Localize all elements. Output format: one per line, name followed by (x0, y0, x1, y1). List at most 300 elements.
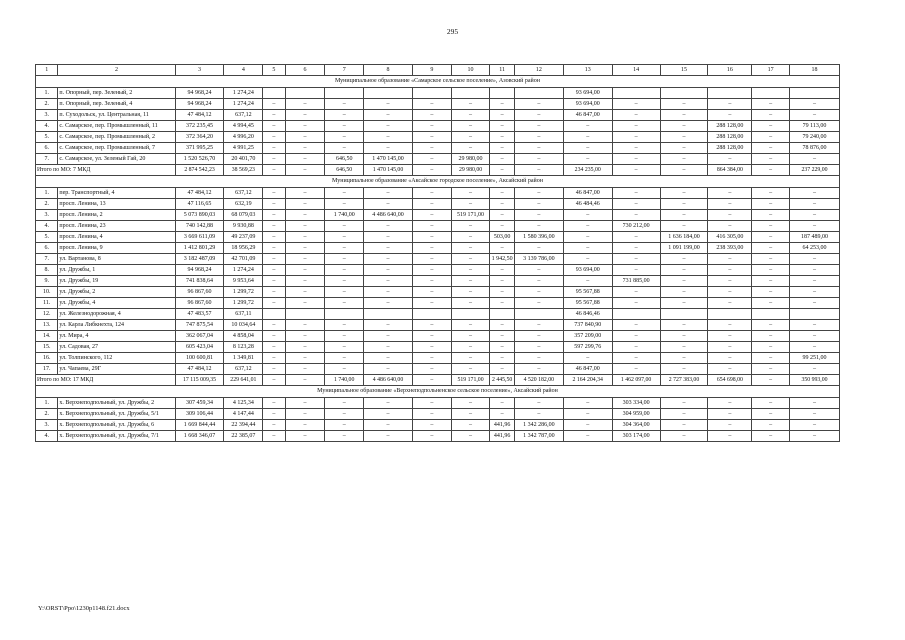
value-cell: – (490, 199, 514, 210)
value-cell: 46 846,46 (563, 309, 612, 320)
total-label: Итого по МО: 17 МКД (36, 375, 176, 386)
value-cell: – (263, 298, 285, 309)
value-cell: 79 240,00 (789, 132, 839, 143)
value-cell: – (514, 199, 563, 210)
value-cell: – (490, 154, 514, 165)
value-cell: – (660, 199, 708, 210)
value-cell: 42 701,09 (224, 254, 263, 265)
column-number-cell: 9 (412, 65, 451, 76)
value-cell: – (263, 143, 285, 154)
address-cell: ул. Железнодорожная, 4 (58, 309, 175, 320)
value-cell: – (412, 398, 451, 409)
value-cell: 47 484,12 (175, 110, 224, 121)
value-cell: – (660, 320, 708, 331)
value-cell: 362 067,04 (175, 331, 224, 342)
address-cell: ул. Чапаева, 29Г (58, 364, 175, 375)
value-cell: 416 305,00 (708, 232, 752, 243)
value-cell: – (364, 364, 413, 375)
total-cell: 2 727 383,00 (660, 375, 708, 386)
value-cell (263, 88, 285, 99)
row-number-cell: 13. (36, 320, 58, 331)
value-cell (514, 309, 563, 320)
value-cell: 288 128,00 (708, 121, 752, 132)
table-row (36, 287, 840, 298)
value-cell: – (451, 431, 490, 442)
total-cell: 234 235,00 (563, 165, 612, 176)
value-cell: – (263, 110, 285, 121)
value-cell: 100 600,81 (175, 353, 224, 364)
value-cell: 4 147,44 (224, 409, 263, 420)
value-cell: 1 580 396,00 (514, 232, 563, 243)
value-cell: – (412, 420, 451, 431)
value-cell: – (514, 265, 563, 276)
value-cell: – (412, 364, 451, 375)
value-cell: – (514, 287, 563, 298)
value-cell: – (708, 254, 752, 265)
column-number-cell: 13 (563, 65, 612, 76)
total-cell: – (263, 375, 285, 386)
value-cell: 96 867,60 (175, 298, 224, 309)
value-cell: – (708, 298, 752, 309)
value-cell: – (364, 199, 413, 210)
row-number-cell: 2. (36, 99, 58, 110)
value-cell: 646,50 (325, 154, 364, 165)
value-cell: 1 740,00 (325, 210, 364, 221)
value-cell: – (660, 265, 708, 276)
value-cell: 79 113,00 (789, 121, 839, 132)
value-cell: – (612, 254, 660, 265)
value-cell: – (660, 132, 708, 143)
value-cell: – (364, 265, 413, 276)
total-cell: 237 229,00 (789, 165, 839, 176)
total-cell: 2 445,50 (490, 375, 514, 386)
value-cell: – (285, 265, 325, 276)
total-cell: – (263, 165, 285, 176)
column-number-cell: 7 (325, 65, 364, 76)
value-cell: 46 847,00 (563, 364, 612, 375)
value-cell: – (412, 188, 451, 199)
value-cell: 519 171,00 (451, 210, 490, 221)
value-cell: 49 237,09 (224, 232, 263, 243)
value-cell: – (325, 243, 364, 254)
value-cell: – (325, 331, 364, 342)
row-number-cell: 5. (36, 232, 58, 243)
value-cell: 731 885,00 (612, 276, 660, 287)
value-cell: – (364, 431, 413, 442)
row-number-cell: 4. (36, 121, 58, 132)
value-cell: – (451, 232, 490, 243)
value-cell: – (789, 431, 839, 442)
value-cell: 737 840,90 (563, 320, 612, 331)
value-cell: – (490, 276, 514, 287)
value-cell: – (364, 221, 413, 232)
value-cell (285, 309, 325, 320)
value-cell: 4 996,20 (224, 132, 263, 143)
row-number-cell: 3. (36, 210, 58, 221)
value-cell: 95 567,88 (563, 298, 612, 309)
value-cell: 371 995,25 (175, 143, 224, 154)
section-heading: Муниципальное образование «Самарское сельское поселение», Азовский район (36, 76, 840, 88)
value-cell: – (789, 409, 839, 420)
value-cell: – (412, 221, 451, 232)
value-cell: – (708, 420, 752, 431)
total-cell: 350 993,00 (789, 375, 839, 386)
value-cell: 29 980,00 (451, 154, 490, 165)
value-cell: – (660, 110, 708, 121)
value-cell: – (490, 99, 514, 110)
value-cell (451, 88, 490, 99)
value-cell: – (285, 331, 325, 342)
value-cell: 4 994,45 (224, 121, 263, 132)
value-cell: 288 128,00 (708, 132, 752, 143)
value-cell: – (752, 188, 790, 199)
total-cell: – (285, 165, 325, 176)
value-cell: – (285, 154, 325, 165)
value-cell: – (789, 110, 839, 121)
value-cell: 3 669 611,09 (175, 232, 224, 243)
value-cell: – (612, 331, 660, 342)
value-cell: – (451, 132, 490, 143)
value-cell: – (364, 342, 413, 353)
value-cell: – (285, 110, 325, 121)
value-cell: – (708, 353, 752, 364)
value-cell: – (563, 254, 612, 265)
section-heading-row (36, 76, 840, 88)
value-cell: 441,96 (490, 420, 514, 431)
value-cell: – (285, 199, 325, 210)
column-number-row (36, 65, 840, 76)
value-cell: – (660, 409, 708, 420)
value-cell (514, 88, 563, 99)
value-cell: 637,12 (224, 110, 263, 121)
value-cell: 4 125,34 (224, 398, 263, 409)
value-cell: – (263, 221, 285, 232)
value-cell: – (263, 265, 285, 276)
value-cell: – (364, 110, 413, 121)
value-cell: – (451, 221, 490, 232)
value-cell: 99 251,00 (789, 353, 839, 364)
value-cell: – (514, 331, 563, 342)
value-cell: – (412, 154, 451, 165)
value-cell: – (752, 409, 790, 420)
value-cell: – (412, 265, 451, 276)
column-number-cell: 4 (224, 65, 263, 76)
value-cell: – (514, 243, 563, 254)
total-cell: 4 520 182,00 (514, 375, 563, 386)
value-cell: – (708, 276, 752, 287)
row-number-cell: 10. (36, 287, 58, 298)
value-cell: 1 274,24 (224, 88, 263, 99)
total-cell: 864 384,00 (708, 165, 752, 176)
address-cell: х. Верхнеподпольный, ул. Дружбы, 2 (58, 398, 175, 409)
value-cell: – (660, 364, 708, 375)
value-cell: – (263, 342, 285, 353)
value-cell: – (612, 298, 660, 309)
value-cell: – (412, 287, 451, 298)
row-number-cell: 16. (36, 353, 58, 364)
column-number-cell: 11 (490, 65, 514, 76)
value-cell: – (660, 353, 708, 364)
value-cell: 8 123,28 (224, 342, 263, 353)
value-cell: 22 394,44 (224, 420, 263, 431)
value-cell: – (451, 265, 490, 276)
value-cell: – (708, 320, 752, 331)
value-cell: – (451, 420, 490, 431)
value-cell: – (325, 409, 364, 420)
value-cell: – (263, 210, 285, 221)
value-cell: – (708, 287, 752, 298)
value-cell: – (412, 254, 451, 265)
value-cell: – (364, 276, 413, 287)
value-cell: – (708, 364, 752, 375)
value-cell: – (490, 210, 514, 221)
value-cell: – (451, 143, 490, 154)
value-cell: – (752, 154, 790, 165)
value-cell: – (789, 221, 839, 232)
value-cell: 441,96 (490, 431, 514, 442)
value-cell: – (660, 398, 708, 409)
page-number: 295 (446, 27, 459, 36)
value-cell: 4 991,25 (224, 143, 263, 154)
row-number-cell: 6. (36, 143, 58, 154)
row-number-cell: 7. (36, 254, 58, 265)
value-cell: – (490, 143, 514, 154)
value-cell: 3 182 487,09 (175, 254, 224, 265)
value-cell: – (285, 342, 325, 353)
value-cell: – (708, 199, 752, 210)
value-cell: – (752, 221, 790, 232)
address-cell: ул. Вартанова, 8 (58, 254, 175, 265)
value-cell: – (490, 243, 514, 254)
table-row (36, 276, 840, 287)
row-number-cell: 3. (36, 110, 58, 121)
value-cell: 93 694,00 (563, 99, 612, 110)
value-cell: – (451, 287, 490, 298)
value-cell: – (708, 431, 752, 442)
value-cell: 1 636 184,00 (660, 232, 708, 243)
column-number-cell: 15 (660, 65, 708, 76)
value-cell: – (451, 121, 490, 132)
value-cell: – (490, 320, 514, 331)
value-cell: 95 567,88 (563, 287, 612, 298)
value-cell: – (364, 353, 413, 364)
value-cell: – (263, 132, 285, 143)
total-cell: 646,50 (325, 165, 364, 176)
address-cell: ул. Садовая, 27 (58, 342, 175, 353)
total-cell: 38 569,23 (224, 165, 263, 176)
total-cell: 1 740,00 (325, 375, 364, 386)
value-cell: – (263, 287, 285, 298)
value-cell: – (263, 154, 285, 165)
table-row (36, 199, 840, 210)
table-row (36, 110, 840, 121)
value-cell: – (451, 353, 490, 364)
total-cell: – (285, 375, 325, 386)
value-cell: – (752, 353, 790, 364)
value-cell: 1 669 844,44 (175, 420, 224, 431)
value-cell: 9 953,64 (224, 276, 263, 287)
value-cell: – (563, 431, 612, 442)
value-cell: – (364, 420, 413, 431)
value-cell: – (364, 331, 413, 342)
table-row (36, 232, 840, 243)
value-cell: – (285, 298, 325, 309)
address-cell: с. Самарское, ул. Зеленый Гай, 20 (58, 154, 175, 165)
value-cell: 1 942,50 (490, 254, 514, 265)
value-cell: – (708, 409, 752, 420)
value-cell: 46 847,00 (563, 110, 612, 121)
value-cell: – (514, 298, 563, 309)
value-cell: – (612, 210, 660, 221)
value-cell: – (364, 409, 413, 420)
value-cell: – (325, 188, 364, 199)
value-cell: – (325, 110, 364, 121)
value-cell: – (660, 254, 708, 265)
value-cell: – (412, 199, 451, 210)
value-cell: – (752, 232, 790, 243)
value-cell: – (514, 409, 563, 420)
table-row (36, 342, 840, 353)
address-cell: просп. Ленина, 13 (58, 199, 175, 210)
total-cell: 29 980,00 (451, 165, 490, 176)
address-cell: х. Верхнеподпольный, ул. Дружбы, 5/1 (58, 409, 175, 420)
column-number-cell: 2 (58, 65, 175, 76)
value-cell: – (263, 254, 285, 265)
row-number-cell: 1. (36, 88, 58, 99)
value-cell: – (612, 232, 660, 243)
row-number-cell: 2. (36, 199, 58, 210)
address-cell: просп. Ленина, 2 (58, 210, 175, 221)
value-cell: – (325, 420, 364, 431)
value-cell: 304 364,00 (612, 420, 660, 431)
value-cell: – (660, 188, 708, 199)
value-cell: – (285, 121, 325, 132)
value-cell: – (451, 342, 490, 353)
value-cell: – (708, 110, 752, 121)
value-cell: – (325, 221, 364, 232)
value-cell: 1 274,24 (224, 99, 263, 110)
value-cell: – (708, 188, 752, 199)
row-number-cell: 17. (36, 364, 58, 375)
value-cell (708, 309, 752, 320)
value-cell: 5 073 890,03 (175, 210, 224, 221)
value-cell: – (789, 199, 839, 210)
value-cell (752, 88, 790, 99)
value-cell: 4 486 640,00 (364, 210, 413, 221)
value-cell: 357 209,00 (563, 331, 612, 342)
value-cell: 304 959,00 (612, 409, 660, 420)
value-cell: – (364, 232, 413, 243)
address-cell: с. Самарское, пер. Промышленный, 7 (58, 143, 175, 154)
value-cell: – (412, 121, 451, 132)
section-heading-row (36, 176, 840, 188)
value-cell: – (325, 287, 364, 298)
value-cell: – (285, 276, 325, 287)
value-cell: – (752, 199, 790, 210)
value-cell: – (285, 221, 325, 232)
column-number-cell: 1 (36, 65, 58, 76)
value-cell: 20 401,70 (224, 154, 263, 165)
value-cell: 309 106,44 (175, 409, 224, 420)
value-cell: – (451, 320, 490, 331)
value-cell: – (490, 331, 514, 342)
value-cell: – (752, 398, 790, 409)
value-cell: 94 968,24 (175, 99, 224, 110)
value-cell: – (325, 276, 364, 287)
value-cell: – (514, 143, 563, 154)
value-cell: 740 142,88 (175, 221, 224, 232)
value-cell: – (263, 409, 285, 420)
value-cell: 1 299,72 (224, 298, 263, 309)
section-heading: Муниципальное образование «Верхнеподпольненское сельское поселение», Аксайский район (36, 386, 840, 398)
value-cell: – (412, 353, 451, 364)
total-cell: 519 171,00 (451, 375, 490, 386)
value-cell: – (325, 143, 364, 154)
table-row (36, 210, 840, 221)
value-cell (490, 88, 514, 99)
value-cell: – (263, 364, 285, 375)
value-cell: – (412, 143, 451, 154)
value-cell: 1 520 526,70 (175, 154, 224, 165)
value-cell: – (660, 210, 708, 221)
row-number-cell: 15. (36, 342, 58, 353)
value-cell: – (563, 121, 612, 132)
table-row (36, 88, 840, 99)
address-cell: п. Суходольск, ул. Центральная, 11 (58, 110, 175, 121)
footer-file-path: Y:\ORST\Ppo\1230p1148.f21.docx (38, 605, 130, 612)
value-cell (612, 88, 660, 99)
value-cell: – (752, 276, 790, 287)
value-cell: – (789, 99, 839, 110)
address-cell: просп. Ленина, 9 (58, 243, 175, 254)
value-cell: – (752, 110, 790, 121)
address-cell: пер. Транспортный, 4 (58, 188, 175, 199)
value-cell: 187 489,00 (789, 232, 839, 243)
value-cell: – (789, 210, 839, 221)
total-label: Итого по МО: 7 МКД (36, 165, 176, 176)
value-cell: – (789, 298, 839, 309)
value-cell: – (451, 188, 490, 199)
section-heading: Муниципальное образование «Аксайское городское поселение», Аксайский район (36, 176, 840, 188)
value-cell: – (285, 398, 325, 409)
value-cell: – (660, 121, 708, 132)
value-cell: 10 034,64 (224, 320, 263, 331)
value-cell: 22 385,07 (224, 431, 263, 442)
value-cell: – (563, 398, 612, 409)
column-number-cell: 17 (752, 65, 790, 76)
value-cell: – (612, 243, 660, 254)
table-row (36, 398, 840, 409)
table-row (36, 431, 840, 442)
total-cell: 2 164 204,34 (563, 375, 612, 386)
value-cell: – (789, 154, 839, 165)
value-cell: 637,12 (224, 188, 263, 199)
row-number-cell: 12. (36, 309, 58, 320)
table-row (36, 154, 840, 165)
table-row (36, 99, 840, 110)
value-cell: – (563, 409, 612, 420)
value-cell: – (752, 331, 790, 342)
value-cell: – (412, 243, 451, 254)
table-row (36, 309, 840, 320)
row-number-cell: 8. (36, 265, 58, 276)
value-cell: – (660, 431, 708, 442)
address-cell: просп. Ленина, 4 (58, 232, 175, 243)
value-cell: – (263, 232, 285, 243)
value-cell (325, 88, 364, 99)
total-cell: – (612, 165, 660, 176)
value-cell: – (752, 210, 790, 221)
